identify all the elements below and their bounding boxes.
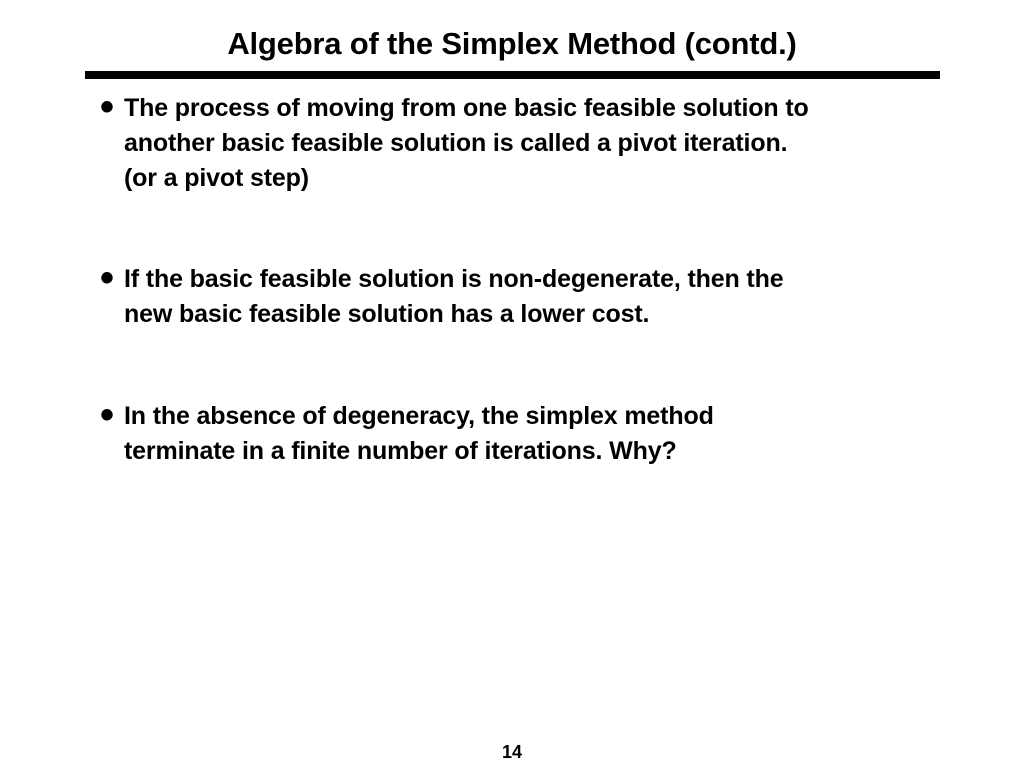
bullet-text: If the basic feasible solution is non-degenerate, then the new basic feasible solution has a lower cost. bbox=[124, 265, 784, 328]
title-divider bbox=[85, 71, 940, 79]
bullet-text: In the absence of degeneracy, the simplex method terminate in a finite number of iterations. Why? bbox=[124, 402, 714, 465]
bullet-icon: • bbox=[100, 85, 115, 129]
slide-title: Algebra of the Simplex Method (contd.) bbox=[227, 26, 797, 61]
page-number: 14 bbox=[501, 742, 523, 762]
bullet-icon: • bbox=[100, 393, 115, 437]
bullet-icon: • bbox=[100, 256, 115, 300]
bullet-text: The process of moving from one basic feasible solution to another basic feasible solution is called a pivot iteration. (or a pivot step) bbox=[124, 94, 809, 192]
